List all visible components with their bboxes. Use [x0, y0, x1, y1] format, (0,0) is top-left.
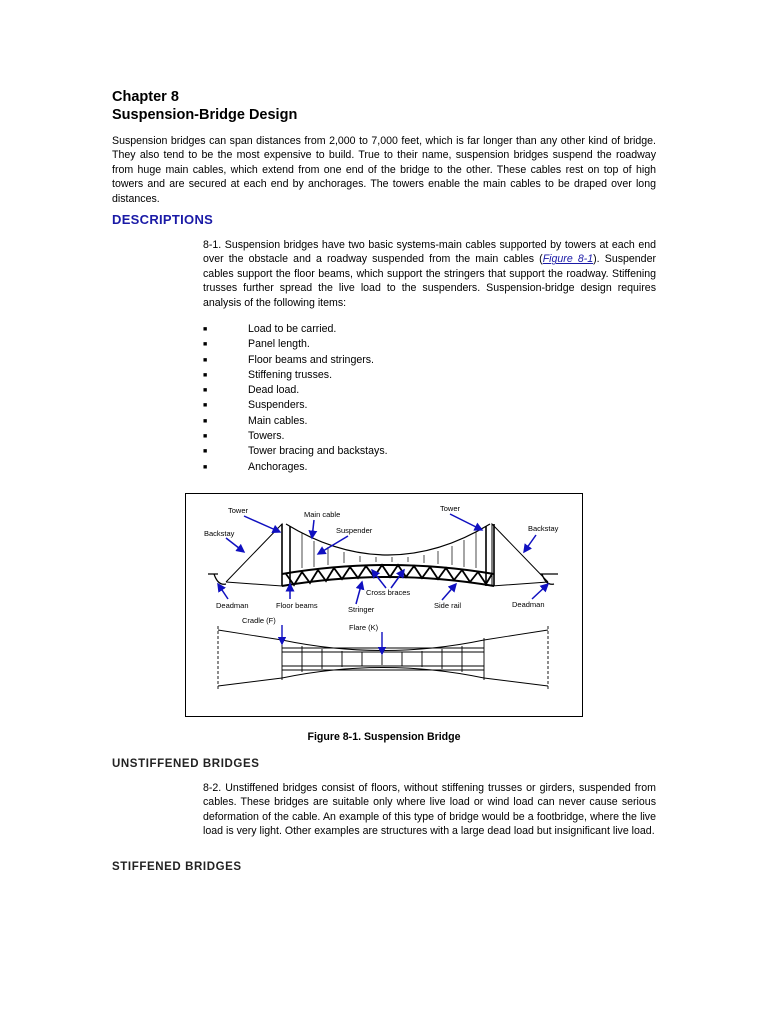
list-item — [203, 383, 388, 398]
label-backstay-left: Backstay — [204, 529, 235, 538]
stiffened-heading: STIFFENED BRIDGES — [112, 861, 242, 873]
label-flare: Flare (K) — [349, 623, 379, 632]
paragraph-text-start: 8-1. Suspension bridges have two basic systems-main cables supported by towers at each end over the obstacle and a roadway suspended from the main cables ( — [203, 239, 656, 266]
list-item — [203, 460, 388, 475]
label-backstay-right: Backstay — [528, 524, 559, 533]
descriptions-paragraph — [203, 238, 656, 310]
arrow-icon — [372, 570, 386, 588]
bullet-icon: ■ — [203, 448, 208, 456]
bullet-icon: ■ — [203, 356, 208, 364]
figure-8-1-link[interactable]: Figure 8-1 — [542, 253, 594, 266]
bullet-icon: ■ — [203, 402, 208, 410]
label-floor-beams: Floor beams — [276, 601, 318, 610]
arrow-icon — [318, 536, 348, 554]
arrow-icon — [356, 582, 362, 604]
bullet-icon: ■ — [203, 433, 208, 441]
label-stringer: Stringer — [348, 605, 375, 614]
bullet-icon: ■ — [203, 371, 208, 379]
list-item — [203, 444, 388, 459]
arrow-icon — [218, 584, 228, 599]
arrow-icon — [226, 538, 244, 552]
list-item-text: Towers. — [248, 430, 285, 443]
intro-paragraph: Suspension bridges can span distances from 2,000 to 7,000 feet, which is far longer than any other kind of bridge. They also tend to be the most expensive to build. True to their name, suspension bridges suspend the roadway from huge main cables, which extend from one end of the bridge to the other. These cables rest on top of high towers and are secured at each end by anchorages. The towers enable the main cables to be draped over long distances. — [112, 135, 656, 205]
paragraph-text-end: ). Suspender cables support the floor beams, which support the stringers that support the roadway. Stiffening trusses further spread the live load to the suspenders. Suspension-bridge design requires analysis of the following items: — [203, 253, 656, 309]
plan-view — [218, 626, 548, 690]
list-item — [203, 353, 388, 368]
list-item-text: Floor beams and stringers. — [248, 353, 375, 366]
list-item-text: Main cables. — [248, 414, 308, 427]
chapter-title: Suspension-Bridge Design — [112, 107, 298, 123]
list-item — [203, 398, 388, 413]
arrow-icon — [312, 520, 314, 538]
list-item-text: Anchorages. — [248, 460, 308, 473]
label-main-cable: Main cable — [304, 510, 341, 519]
label-suspender: Suspender — [336, 526, 373, 535]
figure-caption: Figure 8-1. Suspension Bridge — [307, 731, 461, 743]
label-tower-right: Tower — [440, 504, 461, 513]
arrow-icon — [450, 514, 482, 530]
bullet-icon: ■ — [203, 417, 208, 425]
list-item — [203, 337, 388, 352]
label-cradle: Cradle (F) — [242, 616, 276, 625]
elevation-view — [208, 524, 558, 586]
label-deadman-right: Deadman — [512, 600, 545, 609]
label-cross-braces: Cross braces — [366, 588, 411, 597]
suspension-bridge-figure — [185, 493, 583, 717]
bullet-icon: ■ — [203, 326, 208, 333]
arrow-icon — [532, 584, 548, 599]
arrow-icon — [524, 535, 536, 552]
arrow-icon — [244, 516, 280, 532]
bullet-icon: ■ — [203, 387, 208, 395]
unstiffened-heading: UNSTIFFENED BRIDGES — [112, 758, 260, 770]
design-items-list — [203, 322, 388, 475]
list-item-text: Load to be carried. — [248, 323, 337, 335]
list-item — [203, 368, 388, 383]
unstiffened-paragraph: 8-2. Unstiffened bridges consist of floors, without stiffening trusses or girders, suspended from cables. These bridges are suitable only where live load or wind load can never cause serious deformation of the cable. An example of this type of bridge would be a footbridge, where the live load is very light. Other examples are structures with a large dead load but insignificant live load. — [203, 782, 656, 838]
label-side-rail: Side rail — [434, 601, 462, 610]
list-item-text: Stiffening trusses. — [248, 368, 333, 381]
list-item — [203, 322, 388, 337]
bullet-icon: ■ — [203, 341, 208, 349]
label-tower-left: Tower — [228, 506, 249, 515]
list-item-text: Suspenders. — [248, 399, 308, 412]
list-item — [203, 414, 388, 429]
label-deadman-left: Deadman — [216, 601, 249, 610]
list-item-text: Dead load. — [248, 384, 300, 397]
chapter-number: Chapter 8 — [112, 89, 179, 105]
list-item-text: Tower bracing and backstays. — [248, 445, 388, 458]
list-item — [203, 429, 388, 444]
arrow-icon — [442, 584, 456, 600]
bullet-icon: ■ — [203, 463, 208, 471]
list-item-text: Panel length. — [248, 338, 310, 351]
bridge-diagram — [186, 494, 582, 716]
descriptions-heading: DESCRIPTIONS — [112, 212, 214, 227]
